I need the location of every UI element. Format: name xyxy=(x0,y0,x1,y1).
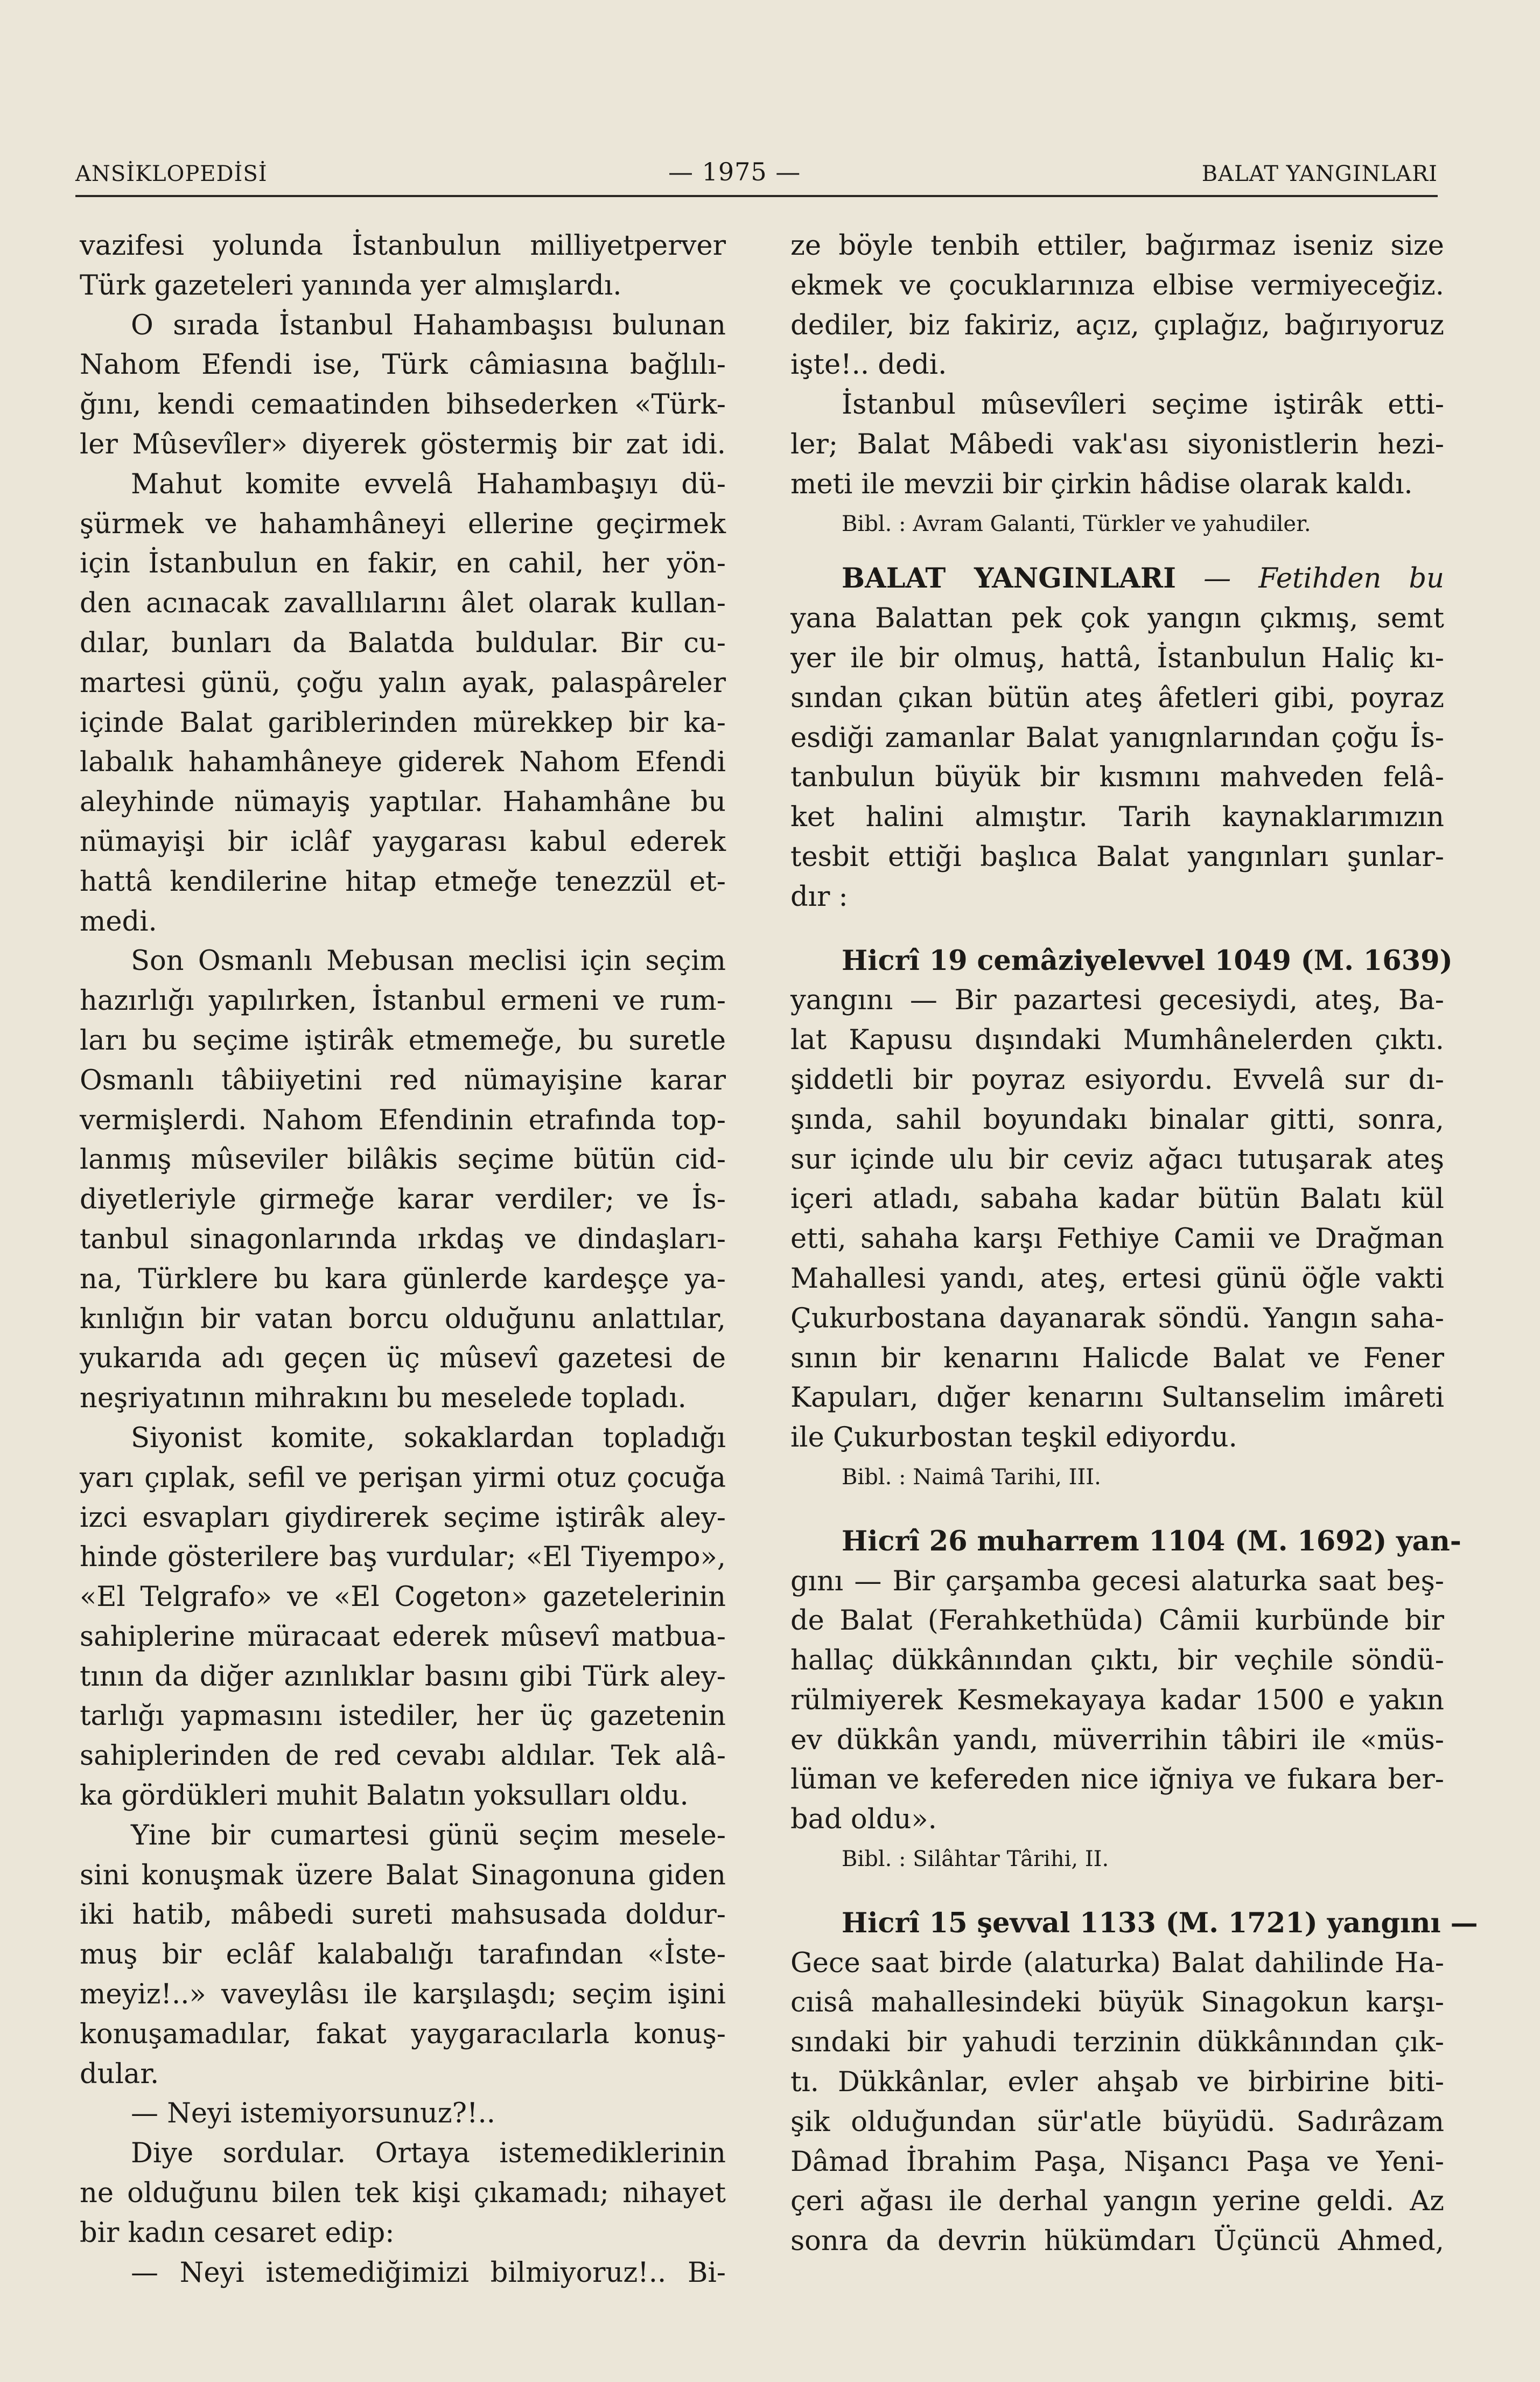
text-line: iki hatib, mâbedi sureti mahsusada doldur- xyxy=(80,1899,726,1931)
text-line: esdiği zamanlar Balat yanıgnlarından çoğu İs- xyxy=(790,722,1444,754)
text-line: martesi günü, çoğu yalın ayak, palaspâreler xyxy=(80,667,726,699)
text-line: yer ile bir olmuş, hattâ, İstanbulun Haliç kı- xyxy=(790,642,1444,674)
left-column xyxy=(80,226,726,2293)
text-line: Osmanlı tâbiiyetini red nümayişine karar xyxy=(80,1064,726,1096)
text-line: sahiplerinden de red cevabı aldılar. Tek alâ- xyxy=(80,1740,726,1772)
text-line: işte!.. dedi. xyxy=(790,349,947,381)
text-line: sının bir kenarını Halicde Balat ve Fener xyxy=(790,1342,1444,1374)
text-line: yarı çıplak, sefil ve perişan yirmi otuz çocuğa xyxy=(80,1462,726,1494)
text-line: lanmış mûseviler bilâkis seçime bütün cid- xyxy=(80,1144,726,1176)
text-line: ğını, kendi cemaatinden bihsederken «Türk- xyxy=(80,389,726,421)
text-line: şik olduğundan sür'atle büyüdü. Sadırâzam xyxy=(790,2106,1444,2138)
article-title: BALAT YANGINLARI xyxy=(842,562,1176,595)
bibliography-note: Bibl. : Avram Galanti, Türkler ve yahudiler. xyxy=(842,511,1311,536)
text-line: ler Mûsevîler» diyerek göstermiş bir zat idi. xyxy=(80,428,726,460)
text-line: na, Türklere bu kara günlerde kardeşçe ya- xyxy=(80,1263,726,1295)
text-line: izci esvapları giydirerek seçime iştirâk aley- xyxy=(80,1501,726,1534)
spacer xyxy=(790,917,1444,941)
text-line: ekmek ve çocuklarınıza elbise vermiyeceğiz. xyxy=(790,269,1444,302)
text-line: neşriyatının mihrakını bu meselede topladı. xyxy=(80,1382,687,1415)
text-line: bad oldu». xyxy=(790,1804,937,1836)
text-line: diyetleriyle girmeğe karar verdiler; ve İs- xyxy=(80,1184,726,1216)
text-line: muş bir eclâf kalabalığı tarafından «İste- xyxy=(80,1939,726,1971)
text-line: çeri ağası ile derhal yangın yerine geldi. Az xyxy=(790,2185,1444,2218)
bibliography-note: Bibl. : Silâhtar Târihi, II. xyxy=(842,1847,1109,1872)
text-line: medi. xyxy=(80,905,157,938)
text-line: şürmek ve hahamhâneyi ellerine geçirmek xyxy=(80,508,726,540)
section-heading: Hicrî 19 cemâziyelevvel 1049 (M. 1639) xyxy=(842,944,1453,977)
text-line: sahiplerine müracaat ederek mûsevî matbua- xyxy=(80,1620,726,1653)
text-line: dır : xyxy=(790,881,848,913)
text-line: sonra da devrin hükümdarı Üçüncü Ahmed, xyxy=(790,2225,1444,2258)
text-line: tanbulun büyük bir kısmını mahveden felâ- xyxy=(790,762,1444,794)
text-line: tı. Dükkânlar, evler ahşab ve birbirine biti- xyxy=(790,2066,1444,2099)
text-line: hinde gösterilere baş vurdular; «El Tiyempo», xyxy=(80,1541,726,1574)
text-line: etti, sahaha karşı Fethiye Camii ve Drağman xyxy=(790,1223,1444,1255)
text-line: dılar, bunları da Balatda buldular. Bir cu- xyxy=(80,627,726,659)
text-line: ler; Balat Mâbedi vak'ası siyonistlerin hezi- xyxy=(790,428,1444,460)
text-line: ne olduğunu bilen tek kişi çıkamadı; nihayet xyxy=(80,2177,726,2210)
text-line: aleyhinde nümayiş yaptılar. Hahamhâne bu xyxy=(80,786,726,819)
text-line: içinde Balat gariblerinden mürekkep bir ka- xyxy=(80,707,726,739)
text-line: ket halini almıştır. Tarih kaynaklarımızın xyxy=(790,801,1444,834)
text-line: vazifesi yolunda İstanbulun milliyetperver xyxy=(80,230,726,262)
text-line: «El Telgrafo» ve «El Cogeton» gazetelerinin xyxy=(80,1581,726,1613)
text-line: Gece saat birde (alaturka) Balat dahilinde Ha- xyxy=(790,1947,1444,1979)
text-line: Kapuları, dığer kenarını Sultanselim imâreti xyxy=(790,1382,1444,1414)
text-line: meti ile mevzii bir çirkin hâdise olarak kaldı. xyxy=(790,468,1413,500)
text-line: tının da diğer azınlıklar basını gibi Türk aley- xyxy=(80,1660,726,1693)
text-line: Çukurbostana dayanarak söndü. Yangın saha- xyxy=(790,1302,1444,1335)
text-line: hazırlığı yapılırken, İstanbul ermeni ve rum- xyxy=(80,985,726,1017)
text-line: dular. xyxy=(80,2058,159,2090)
text-line: şında, sahil boyundakı binalar gitti, sonra, xyxy=(790,1103,1444,1136)
text-line: sini konuşmak üzere Balat Sinagonuna giden xyxy=(80,1859,726,1891)
text-line: tarlığı yapmasını istediler, her üç gazetenin xyxy=(80,1700,726,1733)
header-rule xyxy=(75,195,1438,197)
text-line: Siyonist komite, sokaklardan topladığı xyxy=(131,1422,726,1454)
text-line: ev dükkân yandı, müverrihin tâbiri ile «müs- xyxy=(790,1724,1444,1756)
text-line: Mahallesi yandı, ateş, ertesi günü öğle vakti xyxy=(790,1262,1444,1295)
text-line: yukarıda adı geçen üç mûsevî gazetesi de xyxy=(80,1343,726,1375)
text-line: için İstanbulun en fakir, en cahil, her yön- xyxy=(80,548,726,580)
text-line: içeri atladı, sabaha kadar bütün Balatı kül xyxy=(790,1183,1444,1216)
text-line: vermişlerdi. Nahom Efendinin etrafında top- xyxy=(80,1104,726,1136)
text-line: kınlığın bir vatan borcu olduğunu anlattılar, xyxy=(80,1303,726,1335)
text-line: gını — Bir çarşamba gecesi alaturka saat beş- xyxy=(790,1565,1444,1597)
text-line: yangını — Bir pazartesi gecesiydi, ateş, Ba- xyxy=(790,984,1444,1017)
text-line: tesbit ettiği başlıca Balat yangınları şunlar- xyxy=(790,841,1444,873)
text-line: Mahut komite evvelâ Hahambaşıyı dü- xyxy=(131,468,726,500)
text-line: Nahom Efendi ise, Türk câmiasına bağlılı- xyxy=(80,349,726,381)
text-line: — Neyi istemiyorsunuz?!.. xyxy=(131,2098,495,2130)
text-line: bir kadın cesaret edip: xyxy=(80,2217,395,2249)
text-line: nümayişi bir iclâf yaygarası kabul ederek xyxy=(80,826,726,858)
bibliography-note: Bibl. : Naimâ Tarihi, III. xyxy=(842,1464,1101,1490)
text-line: sur içinde ulu bir ceviz ağacı tutuşarak ateş xyxy=(790,1143,1444,1176)
text-line: Son Osmanlı Mebusan meclisi için seçim xyxy=(131,945,726,977)
text-line: hattâ kendilerine hitap etmeğe tenezzül et- xyxy=(80,865,726,898)
text-line: ka gördükleri muhit Balatın yoksulları oldu. xyxy=(80,1780,689,1812)
text-line: rülmiyerek Kesmekayaya kadar 1500 e yakın xyxy=(790,1684,1444,1716)
text-line: cıisâ mahallesindeki büyük Sinagokun karşı- xyxy=(790,1987,1444,2019)
text-line: hallaç dükkânından çıktı, bir veçhile söndü- xyxy=(790,1645,1444,1677)
text-line: sındaki bir yahudi terzinin dükkânından çık- xyxy=(790,2027,1444,2059)
text-line: sından çıkan bütün ateş âfetleri gibi, poyraz xyxy=(790,682,1444,714)
section-heading: Hicrî 26 muharrem 1104 (M. 1692) yan- xyxy=(842,1525,1461,1557)
section-heading: Hicrî 15 şevval 1133 (M. 1721) yangını — xyxy=(842,1906,1478,1939)
page-header xyxy=(75,154,1438,186)
text-line: O sırada İstanbul Hahambaşısı bulunan xyxy=(131,309,726,341)
text-line: ze böyle tenbih ettiler, bağırmaz iseniz size xyxy=(790,230,1444,262)
text-line: İstanbul mûsevîleri seçime iştirâk etti- xyxy=(842,389,1444,421)
text-line: lüman ve kefereden nice iğniya ve fukara ber- xyxy=(790,1764,1444,1796)
text-line: Yine bir cumartesi günü seçim mesele- xyxy=(131,1819,726,1852)
text-line: şiddetli bir poyraz esiyordu. Evvelâ sur dı- xyxy=(790,1064,1444,1096)
text-line: konuşamadılar, fakat yaygaracılarla konuş- xyxy=(80,2018,726,2050)
text-line: meyiz!..» vaveylâsı ile karşılaşdı; seçim işini xyxy=(80,1979,726,2011)
article-title-rest: — Fetihden bu xyxy=(1203,563,1444,595)
spacer xyxy=(790,1498,1444,1522)
text-line: Diye sordular. Ortaya istemediklerinin xyxy=(131,2137,726,2170)
article-heading-line xyxy=(790,559,1444,599)
text-line: ile Çukurbostan teşkil ediyordu. xyxy=(790,1422,1237,1454)
text-line: labalık hahamhâneye giderek Nahom Efendi xyxy=(80,746,726,779)
right-column xyxy=(790,226,1478,2261)
spacer xyxy=(790,544,1444,559)
text-line: den acınacak zavallılarını âlet olarak kullan- xyxy=(80,588,726,620)
text-line: tanbul sinagonlarında ırkdaş ve dindaşları- xyxy=(80,1223,726,1255)
text-line: ları bu seçime iştirâk etmemeğe, bu suretle xyxy=(80,1024,726,1057)
text-line: lat Kapusu dışındaki Mumhânelerden çıktı. xyxy=(790,1024,1444,1057)
text-line: Dâmad İbrahim Paşa, Nişancı Paşa ve Yeni- xyxy=(790,2146,1444,2178)
spacer xyxy=(790,1880,1444,1904)
page-number: — 1975 — xyxy=(668,157,801,186)
text-line: de Balat (Ferahkethüda) Câmii kurbünde bir xyxy=(790,1605,1444,1637)
text-line: dediler, biz fakiriz, açız, çıplağız, bağırıyoruz xyxy=(790,309,1444,341)
text-line: Türk gazeteleri yanında yer almışlardı. xyxy=(80,269,622,302)
text-line: yana Balattan pek çok yangın çıkmış, semt xyxy=(790,603,1444,635)
text-line: — Neyi istemediğimizi bilmiyoruz!.. Bi- xyxy=(131,2257,726,2289)
header-left: ANSİKLOPEDİSİ xyxy=(75,162,268,186)
header-right: BALAT YANGINLARI xyxy=(1201,162,1438,186)
